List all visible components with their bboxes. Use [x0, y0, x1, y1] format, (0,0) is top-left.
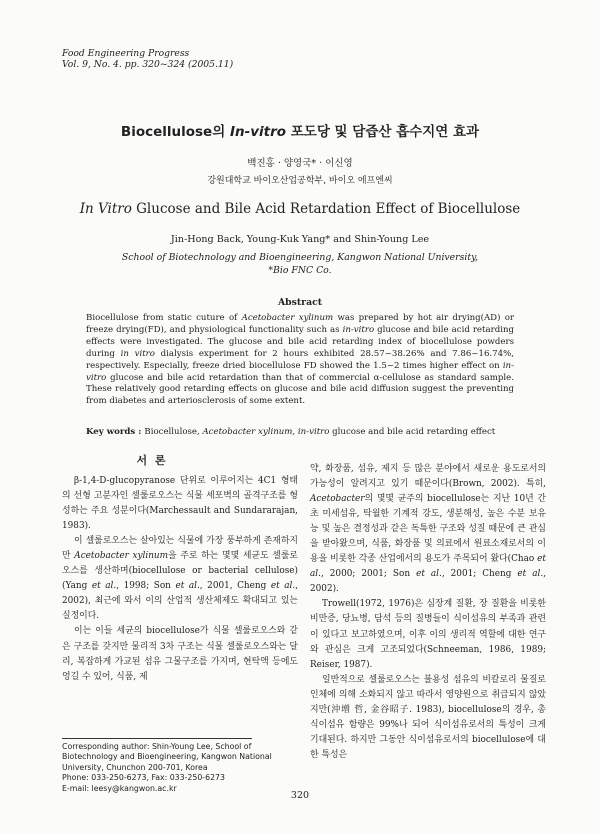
intro-paragraph-2: 이 셀룰로오스는 살아있는 식물에 가장 풍부하게 존재하지만 Acetobacter xylinum을 주로 하는 몇몇 세균도 셀룰로오스를 생산하며(biocellulose or bacterial cellulose)(Yang et al., 1998; Son et al., 2001, Cheng et al., 2002), 최근에 와서 이의 산업적 생산체제도 확대되고 있는 실정이다.: [62, 536, 299, 622]
korean-authors: 백진홍 · 양영국* · 이신영: [247, 158, 353, 169]
corresponding-author-footnote: [62, 742, 302, 794]
intro-paragraph-3: 이는 이들 세균의 biocellulose가 식물 셀룰로오스와 같은 구조를 갖지만 물리적 3차 구조는 식물 셀룰로오스와는 달리, 복잡하게 가교된 섬유 그물구조를 가지며, 현탁액 등에도 엉길 수 있어, 식품, 제: [62, 626, 298, 682]
footnote-divider: [62, 738, 252, 739]
page-number: 320: [290, 790, 310, 801]
korean-title-italic: In-vitro: [229, 124, 287, 140]
intro-paragraph-6: 일반적으로 셀룰로오스는 불용성 섬유의 비칼로리 물질로 인체에 의해 소화되지 않고 따라서 영양원으로 취급되지 않았지만(沖增 哲, 金谷昭子. 1983), biocellulose의 경우, 총 식이섬유 함량은 99%나 되어 식이섬유로서의 특성이 크게 기대된다. 하지만 그동안 식이섬유로서의 biocellulose에 대한 특성은: [310, 674, 546, 760]
english-affiliation-line2: *Bio FNC Co.: [268, 265, 332, 276]
intro-paragraph-4: 약, 화장품, 섬유, 제지 등 많은 분야에서 새로운 용도로서의 가능성이 알려지고 있기 때문이다(Brown, 2002). 특히, Acetobacter의 몇몇 균주의 biocellulose는 지난 10년 간 초 미세섬유, 탁월한 기계적 강도, 생분해성, 높은 수분 보유능 및 높은 결정성과 같은 독특한 구조와 성질 때문에 큰 관심을 받아왔으며, 식품, 화장품 및 의료에서 원료소재로서의 이용을 비롯한 각종 산업에서의 용도가 주목되어 왔다(Chao et al., 2000; 2001; Son et al., 2001; Cheng et al., 2002).: [310, 464, 547, 595]
keywords-label: Key words :: [86, 427, 145, 437]
abstract-body: Biocellulose from static cuture of Acetobacter xylinum was prepared by hot air drying(AD) or freeze drying(FD), and physiological functionality such as in-vitro glucose and bile acid retarding effects were investigated. The glucose and bile acid retarding index of biocellulose powders during in vitro dialysis experiment for 2 hours exhibited 28.57~38.26% and 7.86~16.74%, respectively. Especially, freeze dried biocellulose FD showed the 1.5~2 times higher effect on in-vitro glucose and bile acid retardation than that of commercial α-cellulose as standard sample. These relatively good retarding effects on glucose and bile acid diffusion suggest the preventing from diabetes and arteriosclerosis of some extent.: [86, 313, 515, 407]
footnote-phone: Phone: 033-250-6273, Fax: 033-250-6273: [62, 773, 225, 783]
intro-paragraph-5: Trowell(1972, 1976)은 심장계 질환, 장 질환을 비롯한 비만증, 당뇨병, 담석 등의 질병들이 식이섬유의 부족과 관련이 있다고 보고하였으며, 이후 이의 생리적 역할에 대한 연구와 관심은 크게 고조되었다(Schneeman, 1986, 1989; Reiser, 1987).: [310, 599, 546, 670]
english-affiliation-line1: School of Biotechnology and Bioengineering, Kangwon National University,: [121, 252, 479, 263]
right-column: [310, 462, 546, 763]
journal-header: [62, 48, 233, 70]
korean-title: [0, 120, 600, 140]
intro-paragraph-1: β-1,4-D-glucopyranose 단위로 이루어지는 4C1 형태의 선형 고분자인 셀룰로오스는 식물 세포벽의 골격구조를 형성하는 주요 성분이다(Marchessault and Sundararajan, 1983).: [62, 476, 298, 532]
english-title-italic: In Vitro: [79, 201, 132, 217]
english-title: [0, 201, 600, 217]
english-authors: Jin-Hong Back, Young-Kuk Yang* and Shin-Young Lee: [170, 234, 430, 245]
journal-citation: Vol. 9, No. 4. pp. 320~324 (2005.11): [62, 59, 234, 70]
footnote-author: Corresponding author: Shin-Young Lee, School of Biotechnology and Bioengineering, Kangwon National University, Chunchon 200-701, Korea: [62, 742, 272, 772]
abstract-heading: Abstract: [277, 297, 323, 308]
korean-affiliation: 강원대학교 바이오산업공학부, 바이오 에프엔씨: [207, 176, 393, 186]
left-column: [62, 474, 298, 685]
section-heading-introduction: 서 론: [136, 454, 168, 467]
korean-title-suffix: 포도당 및 담즙산 흡수지연 효과: [286, 124, 480, 140]
korean-title-prefix: Biocellulose의: [120, 124, 230, 140]
english-title-rest: Glucose and Bile Acid Retardation Effect of Biocellulose: [131, 201, 521, 217]
keywords: Key words : Biocellulose, Acetobacter xylinum, in-vitro glucose and bile acid retarding effect: [86, 427, 496, 437]
english-affiliation: [0, 251, 600, 277]
footnote-email: E-mail: leesy@kangwon.ac.kr: [62, 783, 177, 793]
journal-name: Food Engineering Progress: [62, 48, 190, 59]
